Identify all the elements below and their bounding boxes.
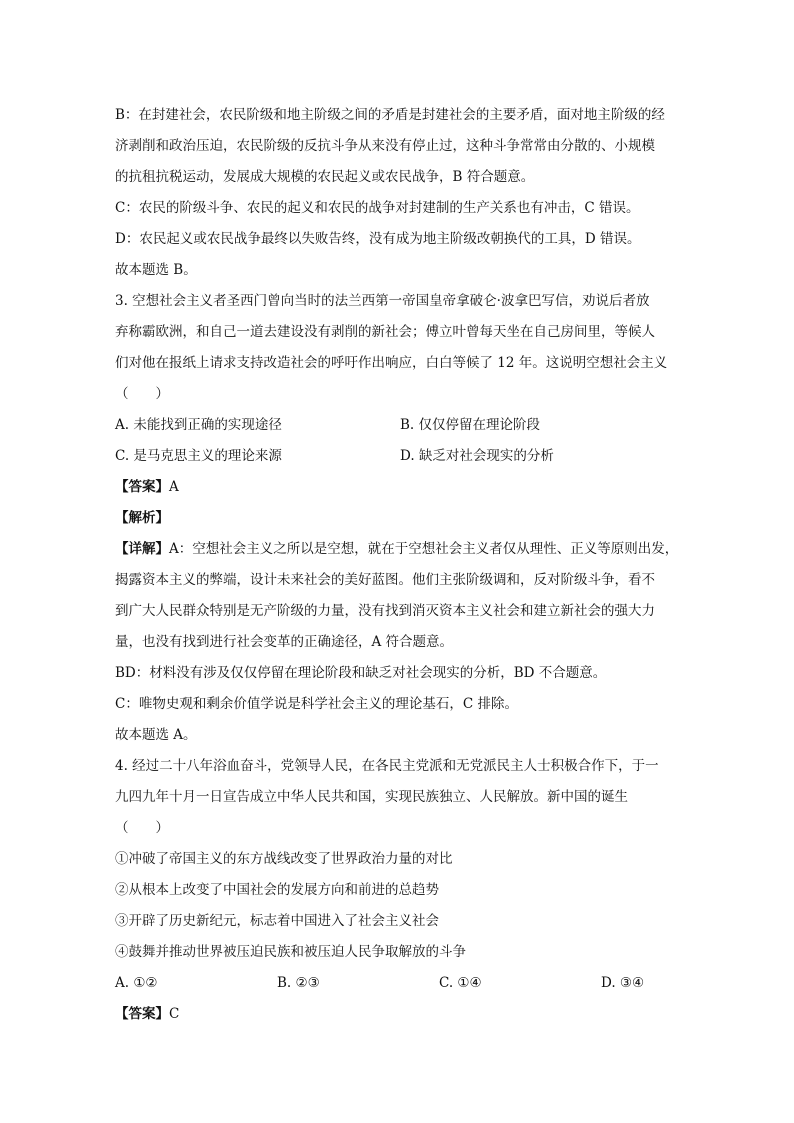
- detail-tag: 【详解】: [115, 541, 169, 557]
- q3-stem-line: 们对他在报纸上请求支持改造社会的呼吁作出响应，白白等候了 12 年。这说明空想社会主义: [115, 355, 668, 371]
- q3-answer-value: A: [169, 479, 179, 495]
- q2-analysis-line: 的抗租抗税运动，发展成大规模的农民起义或农民战争，B 符合题意。: [115, 169, 535, 185]
- q3-options-row: [115, 410, 685, 441]
- q4-blank-parentheses: （ ）: [115, 820, 169, 836]
- q2-conclusion: 故本题选 B。: [115, 262, 197, 278]
- q3-detail-line: 到广大人民群众特别是无产阶级的力量，没有找到消灭资本主义社会和建立新社会的强大力: [115, 603, 655, 619]
- q3-detail-line: 量，也没有找到进行社会变革的正确途径，A 符合题意。: [115, 634, 454, 650]
- q4-statement-2: ②从根本上改变了中国社会的发展方向和前进的总趋势: [115, 882, 439, 898]
- q3-option-b: B. 仅仅停留在理论阶段: [400, 417, 541, 433]
- q3-detail-line: 揭露资本主义的弊端，设计未来社会的美好蓝图。他们主张阶级调和，反对阶级斗争，看不: [115, 572, 655, 588]
- q3-stem-line: 弃称霸欧洲，和自己一道去建设没有剥削的新社会；傅立叶曾每天坐在自己房间里，等候人: [115, 324, 655, 340]
- q4-answer: [115, 999, 685, 1030]
- q4-option-c: C. ①④: [439, 975, 482, 991]
- q4-option-a: A. ①②: [115, 975, 158, 991]
- document-page: [115, 100, 685, 1030]
- q3-detail-line: C：唯物史观和剩余价值学说是科学社会主义的理论基石，C 排除。: [115, 696, 518, 712]
- q2-analysis-line: D：农民起义或农民战争最终以失败告终，没有成为地主阶级改朝换代的工具，D 错误。: [115, 231, 641, 247]
- q3-detail-line: BD：材料没有涉及仅仅停留在理论阶段和缺乏对社会现实的分析，BD 不合题意。: [115, 665, 607, 681]
- q3-analysis-heading: [115, 503, 685, 534]
- q3-blank-parentheses: （ ）: [115, 386, 169, 402]
- q3-option-c: C. 是马克思主义的理论来源: [115, 448, 282, 464]
- q4-option-b: B. ②③: [277, 975, 320, 991]
- q3-options-row: [115, 441, 685, 472]
- q3-detail-line: [115, 534, 685, 565]
- analysis-tag: 【解析】: [115, 510, 169, 526]
- answer-tag: 【答案】: [115, 479, 169, 495]
- question-3: [115, 286, 685, 751]
- q4-statement-1: ①冲破了帝国主义的东方战线改变了世界政治力量的对比: [115, 851, 453, 867]
- q2-analysis-line: C：农民的阶级斗争、农民的起义和农民的战争对封建制的生产关系也有冲击，C 错误。: [115, 200, 640, 216]
- q2-analysis-line: 济剥削和政治压迫，农民阶级的反抗斗争从来没有停止过，这种斗争常常由分散的、小规模: [115, 138, 655, 154]
- q3-option-d: D. 缺乏对社会现实的分析: [400, 448, 554, 464]
- q3-answer: [115, 472, 685, 503]
- q4-options-row: [115, 968, 685, 999]
- q2-analysis: [115, 100, 685, 286]
- q3-stem-line: 3. 空想社会主义者圣西门曾向当时的法兰西第一帝国皇帝拿破仑·波拿巴写信，劝说后者放: [115, 293, 650, 309]
- q3-detail-text: A：空想社会主义之所以是空想，就在于空想社会主义者仅从理性、正义等原则出发，: [169, 541, 679, 557]
- q4-answer-value: C: [169, 1006, 180, 1022]
- q4-stem-line: 4. 经过二十八年浴血奋斗，党领导人民，在各民主党派和无党派民主人士积极合作下，于一: [115, 758, 659, 774]
- q3-option-a: A. 未能找到正确的实现途径: [115, 417, 282, 433]
- question-4: [115, 751, 685, 1030]
- answer-tag: 【答案】: [115, 1006, 169, 1022]
- q4-statement-4: ④鼓舞并推动世界被压迫民族和被压迫人民争取解放的斗争: [115, 944, 466, 960]
- q2-analysis-line: B：在封建社会，农民阶级和地主阶级之间的矛盾是封建社会的主要矛盾，面对地主阶级的经: [115, 107, 665, 123]
- q4-stem-line: 九四九年十月一日宣告成立中华人民共和国，实现民族独立、人民解放。新中国的诞生: [115, 789, 628, 805]
- q4-statement-3: ③开辟了历史新纪元，标志着中国进入了社会主义社会: [115, 913, 439, 929]
- q3-conclusion: 故本题选 A。: [115, 727, 197, 743]
- q4-option-d: D. ③④: [601, 975, 645, 991]
